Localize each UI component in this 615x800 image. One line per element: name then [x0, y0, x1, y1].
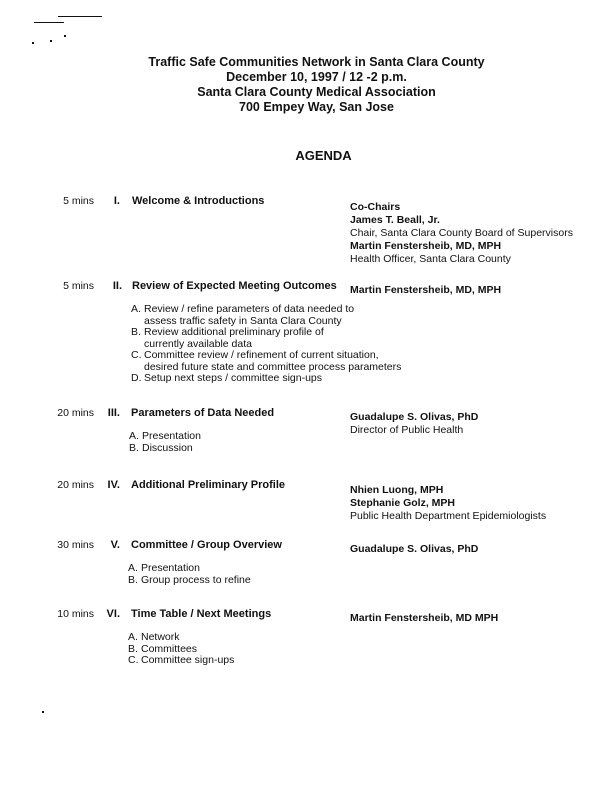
- item-title: Additional Preliminary Profile: [131, 479, 286, 491]
- item-title: Parameters of Data Needed: [131, 407, 275, 419]
- subitem-letter: A.: [129, 430, 139, 442]
- subitem-text: Discussion: [142, 441, 193, 454]
- item-duration: 5 mins: [63, 280, 94, 292]
- subitem: [131, 304, 401, 327]
- subitem-text: Review additional preliminary profile of currently available data: [144, 326, 324, 350]
- subitem-text: Committee sign-ups: [141, 654, 235, 666]
- item-numeral: II.: [112, 280, 122, 292]
- subitem-text: Network: [141, 631, 180, 643]
- subitem-letter: C.: [128, 654, 139, 666]
- scan-mark: [42, 711, 44, 713]
- subitem-text: Group process to refine: [141, 573, 251, 586]
- presenter-name: Nhien Luong, MPH: [350, 484, 444, 496]
- presenter-role: Chair, Santa Clara County Board of Supervisors: [350, 227, 573, 239]
- scan-mark: [50, 40, 52, 42]
- scan-mark: [32, 42, 34, 44]
- item-numeral: III.: [107, 407, 120, 419]
- subitem: [128, 655, 234, 667]
- item-duration: 20 mins: [57, 407, 94, 419]
- item-presenters: [350, 484, 546, 523]
- item-presenters: [350, 612, 498, 625]
- subitem-text: Setup next steps / committee sign-ups: [144, 372, 323, 384]
- subitem-letter: A.: [128, 562, 138, 574]
- item-title: Committee / Group Overview: [131, 539, 282, 551]
- header-venue: Santa Clara County Medical Association: [197, 85, 436, 99]
- subitem-letter: B.: [128, 642, 138, 655]
- subitem: [128, 575, 251, 587]
- scan-mark: [64, 35, 66, 37]
- item-subitems: [131, 304, 401, 385]
- subitem: [129, 443, 201, 455]
- item-presenters: [350, 284, 501, 297]
- subitem-letter: C.: [131, 349, 142, 361]
- item-subitems: [128, 632, 234, 667]
- subitem-text: Review / refine parameters of data needed to assess traffic safety in Santa Clara County: [144, 303, 355, 327]
- item-numeral: IV.: [107, 479, 120, 491]
- subitem-text: Presentation: [142, 430, 201, 442]
- header-organization: Traffic Safe Communities Network in Santa Clara County: [148, 55, 485, 69]
- header-address: 700 Empey Way, San Jose: [239, 100, 394, 114]
- subitem-letter: A.: [128, 631, 138, 643]
- item-duration: 30 mins: [57, 539, 94, 551]
- presenter-name: Co-Chairs: [350, 201, 401, 213]
- subitem-letter: B.: [129, 441, 139, 454]
- presenter-name: James T. Beall, Jr.: [350, 214, 440, 226]
- subitem: [128, 563, 251, 575]
- item-duration: 20 mins: [57, 479, 94, 491]
- item-duration: 5 mins: [63, 195, 94, 207]
- item-numeral: V.: [110, 539, 120, 551]
- item-numeral: VI.: [106, 608, 120, 620]
- item-subitems: [128, 563, 251, 586]
- item-numeral: I.: [113, 195, 120, 207]
- subitem-text: Committee review / refinement of current situation, desired future state and committee process parameters: [144, 349, 402, 373]
- item-presenters: [350, 411, 478, 437]
- agenda-title: AGENDA: [295, 148, 352, 163]
- subitem-text: Presentation: [141, 562, 200, 574]
- item-title: Time Table / Next Meetings: [131, 608, 272, 620]
- item-title: Welcome & Introductions: [132, 195, 265, 207]
- subitem-text: Committees: [141, 642, 198, 655]
- presenter-name: Guadalupe S. Olivas, PhD: [350, 543, 479, 555]
- subitem-letter: B.: [128, 573, 138, 586]
- item-presenters: [350, 201, 573, 266]
- presenter-name: Guadalupe S. Olivas, PhD: [350, 411, 479, 423]
- item-subitems: [129, 431, 201, 454]
- presenter-name: Stephanie Golz, MPH: [350, 497, 456, 509]
- subitem: [129, 431, 201, 443]
- document-header: [0, 55, 615, 115]
- item-title: Review of Expected Meeting Outcomes: [132, 280, 337, 292]
- presenter-name: Martin Fenstersheib, MD, MPH: [350, 240, 502, 252]
- subitem-letter: A.: [131, 303, 141, 315]
- subitem-letter: D.: [131, 372, 142, 384]
- item-duration: 10 mins: [57, 608, 94, 620]
- presenter-role: Director of Public Health: [350, 424, 464, 436]
- presenter-name: Martin Fenstersheib, MD MPH: [350, 612, 499, 624]
- subitem: [128, 632, 234, 644]
- subitem: [131, 327, 401, 350]
- presenter-role: Public Health Department Epidemiologists: [350, 510, 547, 522]
- presenter-name: Martin Fenstersheib, MD, MPH: [350, 284, 502, 296]
- header-date-time: December 10, 1997 / 12 -2 p.m.: [226, 70, 407, 84]
- scan-mark: [34, 22, 64, 23]
- subitem: [131, 350, 401, 373]
- item-presenters: [350, 543, 478, 556]
- scan-mark: [58, 16, 102, 17]
- subitem: [131, 373, 401, 385]
- subitem-letter: B.: [131, 326, 141, 338]
- presenter-role: Health Officer, Santa Clara County: [350, 253, 511, 265]
